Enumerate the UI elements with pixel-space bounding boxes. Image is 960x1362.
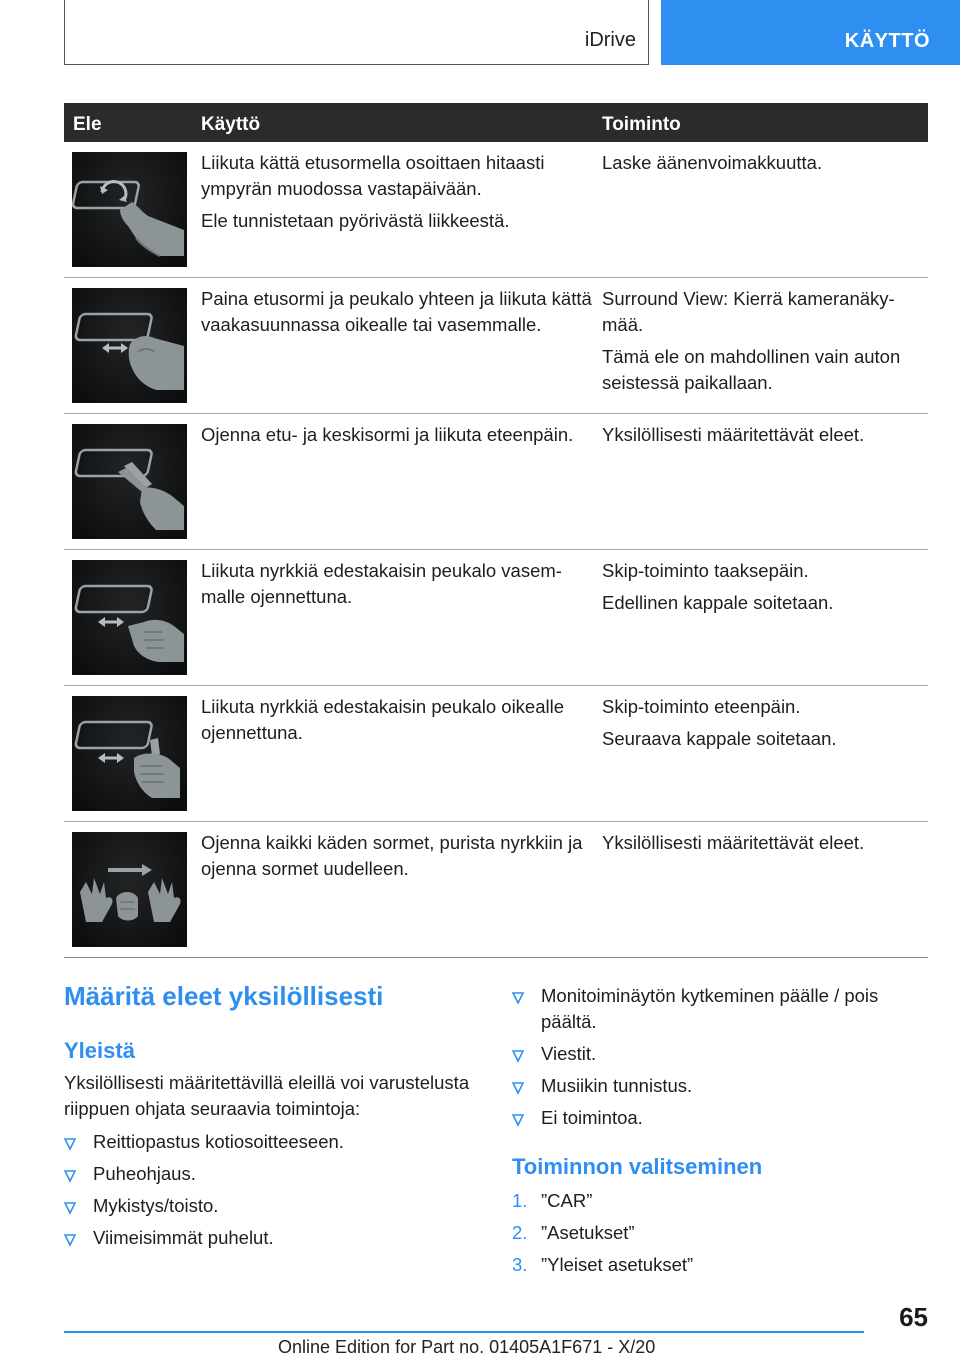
step-number: 2. (512, 1222, 528, 1243)
table-row (64, 142, 928, 278)
column-header-usage: Käyttö (201, 114, 261, 135)
page-number: 65 (899, 1302, 928, 1332)
function-list-right (512, 983, 928, 1137)
step-text: ”CAR” (541, 1190, 593, 1211)
function-cell (602, 830, 922, 862)
triangle-bullet-icon (64, 1234, 76, 1246)
triangle-bullet-icon (512, 992, 524, 1004)
usage-cell (201, 286, 596, 344)
function-cell (602, 558, 922, 622)
section-title: Määritä eleet yksilöllisesti (64, 981, 384, 1011)
function-text: Tämä ele on mahdollinen vain auton seistessä paikallaan. (602, 346, 901, 393)
list-item: Puheohjaus. (64, 1161, 484, 1187)
hand-circle-counterclockwise-icon (72, 152, 187, 267)
column-header-gesture: Ele (73, 114, 102, 135)
usage-text: Liikuta nyrkkiä edestakaisin peukalo vasem- malle ojennettuna. (201, 560, 562, 607)
function-text: Seuraava kappale soitetaan. (602, 728, 837, 749)
footer-edition: Online Edition for Part no. 01405A1F671 - X/20 (278, 1337, 656, 1357)
list-item (512, 1252, 928, 1278)
subsection-title-select: Toiminnon valitseminen (512, 1154, 763, 1179)
table-row (64, 414, 928, 550)
triangle-bullet-icon (512, 1082, 524, 1094)
usage-cell (201, 694, 596, 752)
list-item: Musiikin tunnistus. (512, 1073, 928, 1099)
triangle-bullet-icon (512, 1050, 524, 1062)
open-fist-open-hands-icon (72, 832, 187, 947)
triangle-bullet-icon (64, 1170, 76, 1182)
usage-cell (201, 830, 596, 888)
list-item: Viestit. (512, 1041, 928, 1067)
function-text: Skip-toiminto taaksepäin. (602, 560, 809, 581)
list-item (512, 1188, 928, 1214)
function-text: Surround View: Kierrä kameranäky- mää. (602, 288, 895, 335)
header-section-title: iDrive (584, 29, 636, 51)
subsection-title-general: Yleistä (64, 1038, 135, 1063)
header-section-box (64, 0, 649, 65)
step-list (512, 1188, 928, 1284)
header-chapter-title: KÄYTTÖ (844, 30, 930, 52)
list-item: Monitoiminäytön kytkeminen päälle / pois päältä. (512, 983, 928, 1035)
function-text: Skip-toiminto eteenpäin. (602, 696, 801, 717)
function-text: Yksilöllisesti määritettävät eleet. (602, 832, 865, 853)
step-text: ”Yleiset asetukset” (541, 1254, 694, 1275)
table-header (64, 103, 928, 142)
function-cell (602, 286, 922, 402)
step-number: 1. (512, 1190, 528, 1211)
function-cell (602, 422, 922, 454)
usage-cell (201, 558, 596, 616)
table-row (64, 686, 928, 822)
footer-divider (64, 1331, 864, 1333)
function-text: Edellinen kappale soitetaan. (602, 592, 834, 613)
function-text: Laske äänenvoimakkuutta. (602, 152, 823, 173)
header-chapter-tab (661, 0, 960, 65)
triangle-bullet-icon (64, 1202, 76, 1214)
table-row (64, 822, 928, 958)
general-intro: Yksilöllisesti määritettävillä eleillä voi varustelusta riippuen ohjata seuraavia toimintoja: (64, 1072, 470, 1119)
usage-text: Ele tunnistetaan pyörivästä liikkeestä. (201, 210, 510, 231)
function-cell (602, 150, 922, 182)
function-text: Yksilöllisesti määritettävät eleet. (602, 424, 865, 445)
list-item: Ei toimintoa. (512, 1105, 928, 1131)
list-item: Reittiopastus kotiosoitteeseen. (64, 1129, 484, 1155)
usage-text: Ojenna kaikki käden sormet, purista nyrkkiin ja ojenna sormet uudelleen. (201, 832, 583, 879)
hand-pinch-swipe-icon (72, 288, 187, 403)
fist-thumb-left-icon (72, 560, 187, 675)
step-number: 3. (512, 1254, 528, 1275)
gesture-table (64, 103, 928, 958)
table-row (64, 278, 928, 414)
hand-two-fingers-forward-icon (72, 424, 187, 539)
fist-thumb-right-icon (72, 696, 187, 811)
usage-cell (201, 150, 596, 240)
list-item: Viimeisimmät puhelut. (64, 1225, 484, 1251)
table-row (64, 550, 928, 686)
list-item: Mykistys/toisto. (64, 1193, 484, 1219)
function-list-left (64, 1129, 484, 1257)
usage-text: Liikuta nyrkkiä edestakaisin peukalo oikealle ojennettuna. (201, 696, 565, 743)
list-item (512, 1220, 928, 1246)
triangle-bullet-icon (64, 1138, 76, 1150)
usage-text: Liikuta kättä etusormella osoittaen hitaasti ympyrän muodossa vastapäivään. (201, 152, 545, 199)
function-cell (602, 694, 922, 758)
step-text: ”Asetukset” (541, 1222, 635, 1243)
column-header-function: Toiminto (602, 114, 681, 135)
usage-text: Ojenna etu- ja keskisormi ja liikuta eteenpäin. (201, 424, 574, 445)
usage-text: Paina etusormi ja peukalo yhteen ja liikuta kättä vaakasuunnassa oikealle tai vasemmalle. (201, 288, 592, 335)
usage-cell (201, 422, 596, 454)
triangle-bullet-icon (512, 1114, 524, 1126)
